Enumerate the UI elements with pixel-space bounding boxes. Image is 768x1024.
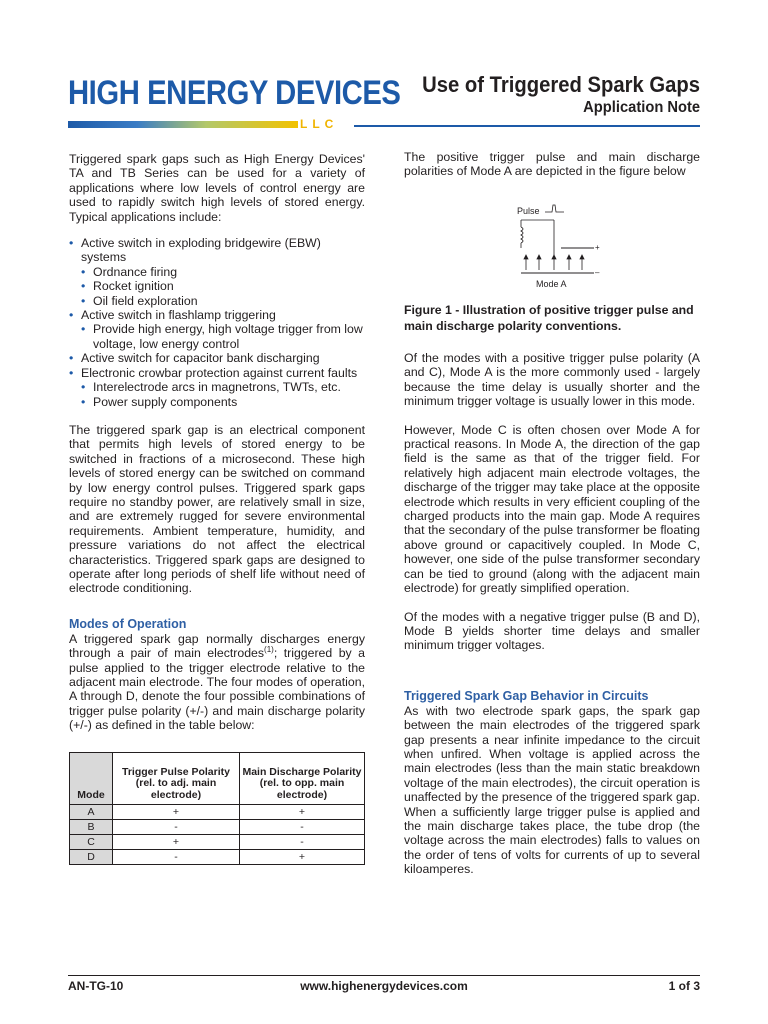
paragraph-negative-modes: Of the modes with a negative trigger pulse (B and D), Mode B yields shorter time delays and smaller minimum trigger voltages. [404, 609, 700, 653]
description-paragraph: The triggered spark gap is an electrical component that permits high levels of stored energy to be switched in fractions of a microsecond. These high levels of stored energy can be switched on command by low energy control pulses. Triggered spark gaps require no standby power, are relatively small in size, and are extremely rugged for severe environmental requirements. Ambient temperature, humidity, and pressure variations do not affect the electrical characteristics. Triggered spark gaps are designed to operate after long periods of shelf life without need of electrode conditioning. [69, 422, 365, 596]
table-cell: + [113, 805, 240, 820]
document-id: AN-TG-10 [68, 979, 124, 993]
figure-caption: Figure 1 - Illustration of positive trigger pulse and main discharge polarity conventions. [404, 303, 694, 333]
mode-a-diagram [512, 200, 612, 292]
table-cell: - [240, 820, 365, 835]
table-cell: A [70, 805, 113, 820]
website-link[interactable]: www.highenergydevices.com [300, 979, 468, 993]
table-cell: C [70, 835, 113, 850]
company-logo: HIGH ENERGY DEVICES [68, 74, 401, 112]
table-cell: - [113, 820, 240, 835]
paragraph-mode-c: However, Mode C is often chosen over Mode A for practical reasons. In Mode A, the direction of the gap field is the same as that of the trigger field. For relatively high adjacent main electrode voltages, the discharge of the trigger may take place at the opposite electrode which results in very efficient coupling of the charged products into the main gap. Mode A requires that the secondary of the pulse transformer be floating above ground or capacitively coupled. In Mode C, however, one side of the pulse transformer secondary can be tied to ground (along with the adjacent main electrode) for greatly simplified operation. [404, 422, 700, 596]
header-rule [354, 125, 700, 127]
table-cell: D [70, 850, 113, 865]
table-row [70, 850, 365, 865]
pulse-waveform [545, 205, 564, 212]
footer-rule [68, 975, 700, 976]
document-subtitle: Application Note [583, 99, 700, 116]
list-item: • Rocket ignition [69, 279, 365, 293]
table-cell: - [240, 835, 365, 850]
table-cell: + [113, 835, 240, 850]
page-number: 1 of 3 [668, 979, 700, 993]
table-header: Trigger Pulse Polarity (rel. to adj. main electrode) [113, 753, 240, 805]
minus-label: – [595, 268, 600, 277]
logo-color-bar [68, 121, 298, 128]
footnote-ref: (1) [264, 645, 274, 655]
mode-a-label: Mode A [536, 279, 567, 289]
behavior-heading: Triggered Spark Gap Behavior in Circuits [404, 688, 649, 703]
left-column [69, 152, 365, 733]
list-item: • Power supply components [69, 395, 365, 409]
intro-paragraph: Triggered spark gaps such as High Energy Devices' TA and TB Series can be used for a variety of applications where low levels of control energy are used to rapidly switch high levels of stored energy. Typical applications include: [69, 152, 365, 224]
list-item: • Active switch in exploding bridgewire (EBW) systems [69, 236, 365, 265]
table-header: Main Discharge Polarity (rel. to opp. main electrode) [240, 753, 365, 805]
transformer-coil-icon [521, 227, 523, 243]
field-arrows [524, 255, 584, 270]
list-item: • Provide high energy, high voltage trigger from low voltage, low energy control [69, 322, 365, 351]
modes-text-a: A triggered spark gap normally discharges energy through a pair of main electrodes [69, 631, 365, 661]
modes-table [69, 752, 365, 865]
paragraph-mode-a: Of the modes with a positive trigger pulse polarity (A and C), Mode A is the more commonly used - largely because the time delay is usually shorter and the minimum trigger voltage is usually lower in this mode. [404, 351, 700, 409]
table-cell: B [70, 820, 113, 835]
list-item: • Active switch in flashlamp triggering [69, 308, 365, 322]
right-column [404, 351, 700, 877]
plus-label: + [595, 243, 600, 252]
modes-paragraph [69, 632, 365, 733]
table-row [70, 835, 365, 850]
table-cell: + [240, 850, 365, 865]
pulse-label: Pulse [517, 206, 540, 216]
applications-list [69, 236, 365, 409]
table-row [70, 820, 365, 835]
list-item: • Oil field exploration [69, 294, 365, 308]
table-cell: + [240, 805, 365, 820]
paragraph-behavior: As with two electrode spark gaps, the spark gap between the main electrodes of the triggered spark gap presents a near infinite impedance to the circuit when unfired. When voltage is applied across the main electrodes (less than the main static breakdown voltage of the main electrodes), the circuit operation is unaffected by the presence of the triggered spark gap. When a sufficiently large trigger pulse is applied and the main discharge takes place, the tube drop (the voltage across the main electrodes) falls to values on the order of tens of volts for currents of up to several kiloamperes. [404, 703, 700, 877]
figure-intro-paragraph: The positive trigger pulse and main discharge polarities of Mode A are depicted in the figure below [404, 150, 700, 179]
modes-heading: Modes of Operation [69, 616, 187, 631]
list-item: • Ordnance firing [69, 265, 365, 279]
list-item: • Interelectrode arcs in magnetrons, TWTs, etc. [69, 380, 365, 394]
document-title: Use of Triggered Spark Gaps [422, 72, 700, 97]
table-header: Mode [70, 753, 113, 805]
modes-text-b: ; triggered by a pulse applied to the trigger electrode relative to the adjacent main electrode. The four modes of operation, A through D, denote the four possible combinations of trigger pulse polarity (+/-) and main discharge polarity (+/-) as defined in the table below: [69, 646, 365, 733]
logo-suffix: LLC [300, 117, 339, 131]
table-row [70, 805, 365, 820]
table-cell: - [113, 850, 240, 865]
right-intro [404, 150, 700, 179]
list-item: • Active switch for capacitor bank discharging [69, 351, 365, 365]
list-item: • Electronic crowbar protection against current faults [69, 366, 365, 380]
